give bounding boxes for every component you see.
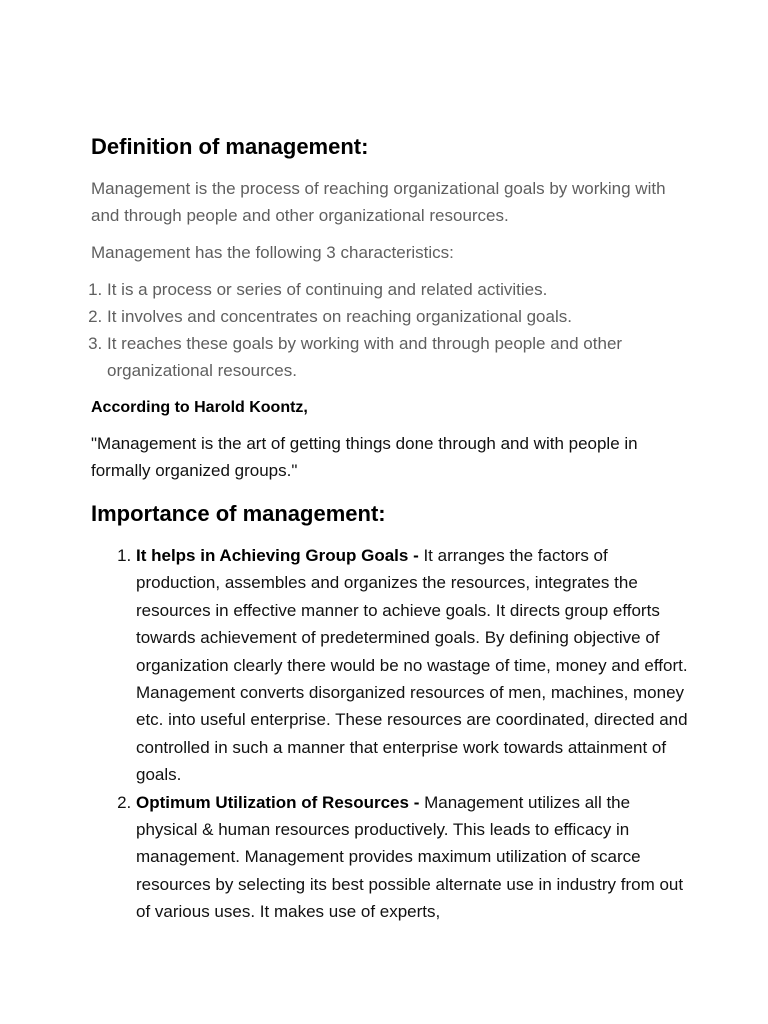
characteristics-list: [91, 276, 691, 384]
characteristic-item: 1. It is a process or series of continuing and related activities.: [107, 276, 691, 303]
characteristic-item: 3. It reaches these goals by working with and through people and other organizational resources.: [107, 330, 691, 384]
characteristics-intro: Management has the following 3 characteristics:: [91, 243, 454, 262]
definition-heading: Definition of management:: [91, 134, 369, 159]
importance-item-title: Optimum Utilization of Resources -: [136, 792, 420, 812]
koontz-label: According to Harold Koontz,: [91, 399, 308, 416]
importance-list: [91, 542, 691, 926]
importance-item-text: Management utilizes all the physical & human resources productively. This leads to efficacy in management. Management provides maximum utilization of scarce resources by selecting its best possible alternate use in industry from out of various uses. It makes use of experts,: [136, 792, 684, 922]
characteristic-item: 2. It involves and concentrates on reaching organizational goals.: [107, 303, 691, 330]
importance-item-title: It helps in Achieving Group Goals -: [136, 546, 419, 565]
importance-item: [136, 542, 691, 789]
document-page: [91, 133, 691, 926]
importance-item: [136, 789, 691, 926]
importance-heading: Importance of management:: [91, 501, 386, 526]
koontz-quote: "Management is the art of getting things done through and with people in formally organized groups.": [91, 434, 638, 480]
definition-text: Management is the process of reaching organizational goals by working with and through people and other organizational resources.: [91, 179, 666, 225]
importance-item-text: It arranges the factors of production, assembles and organizes the resources, integrates the resources in effective manner to achieve goals. It directs group efforts towards achievement of predetermined goals. By defining objective of organization clearly there would be no wastage of time, money and effort. Management converts disorganized resources of men, machines, money etc. into useful enterprise. These resources are coordinated, directed and controlled in such a manner that enterprise work towards attainment of goals.: [136, 546, 688, 785]
